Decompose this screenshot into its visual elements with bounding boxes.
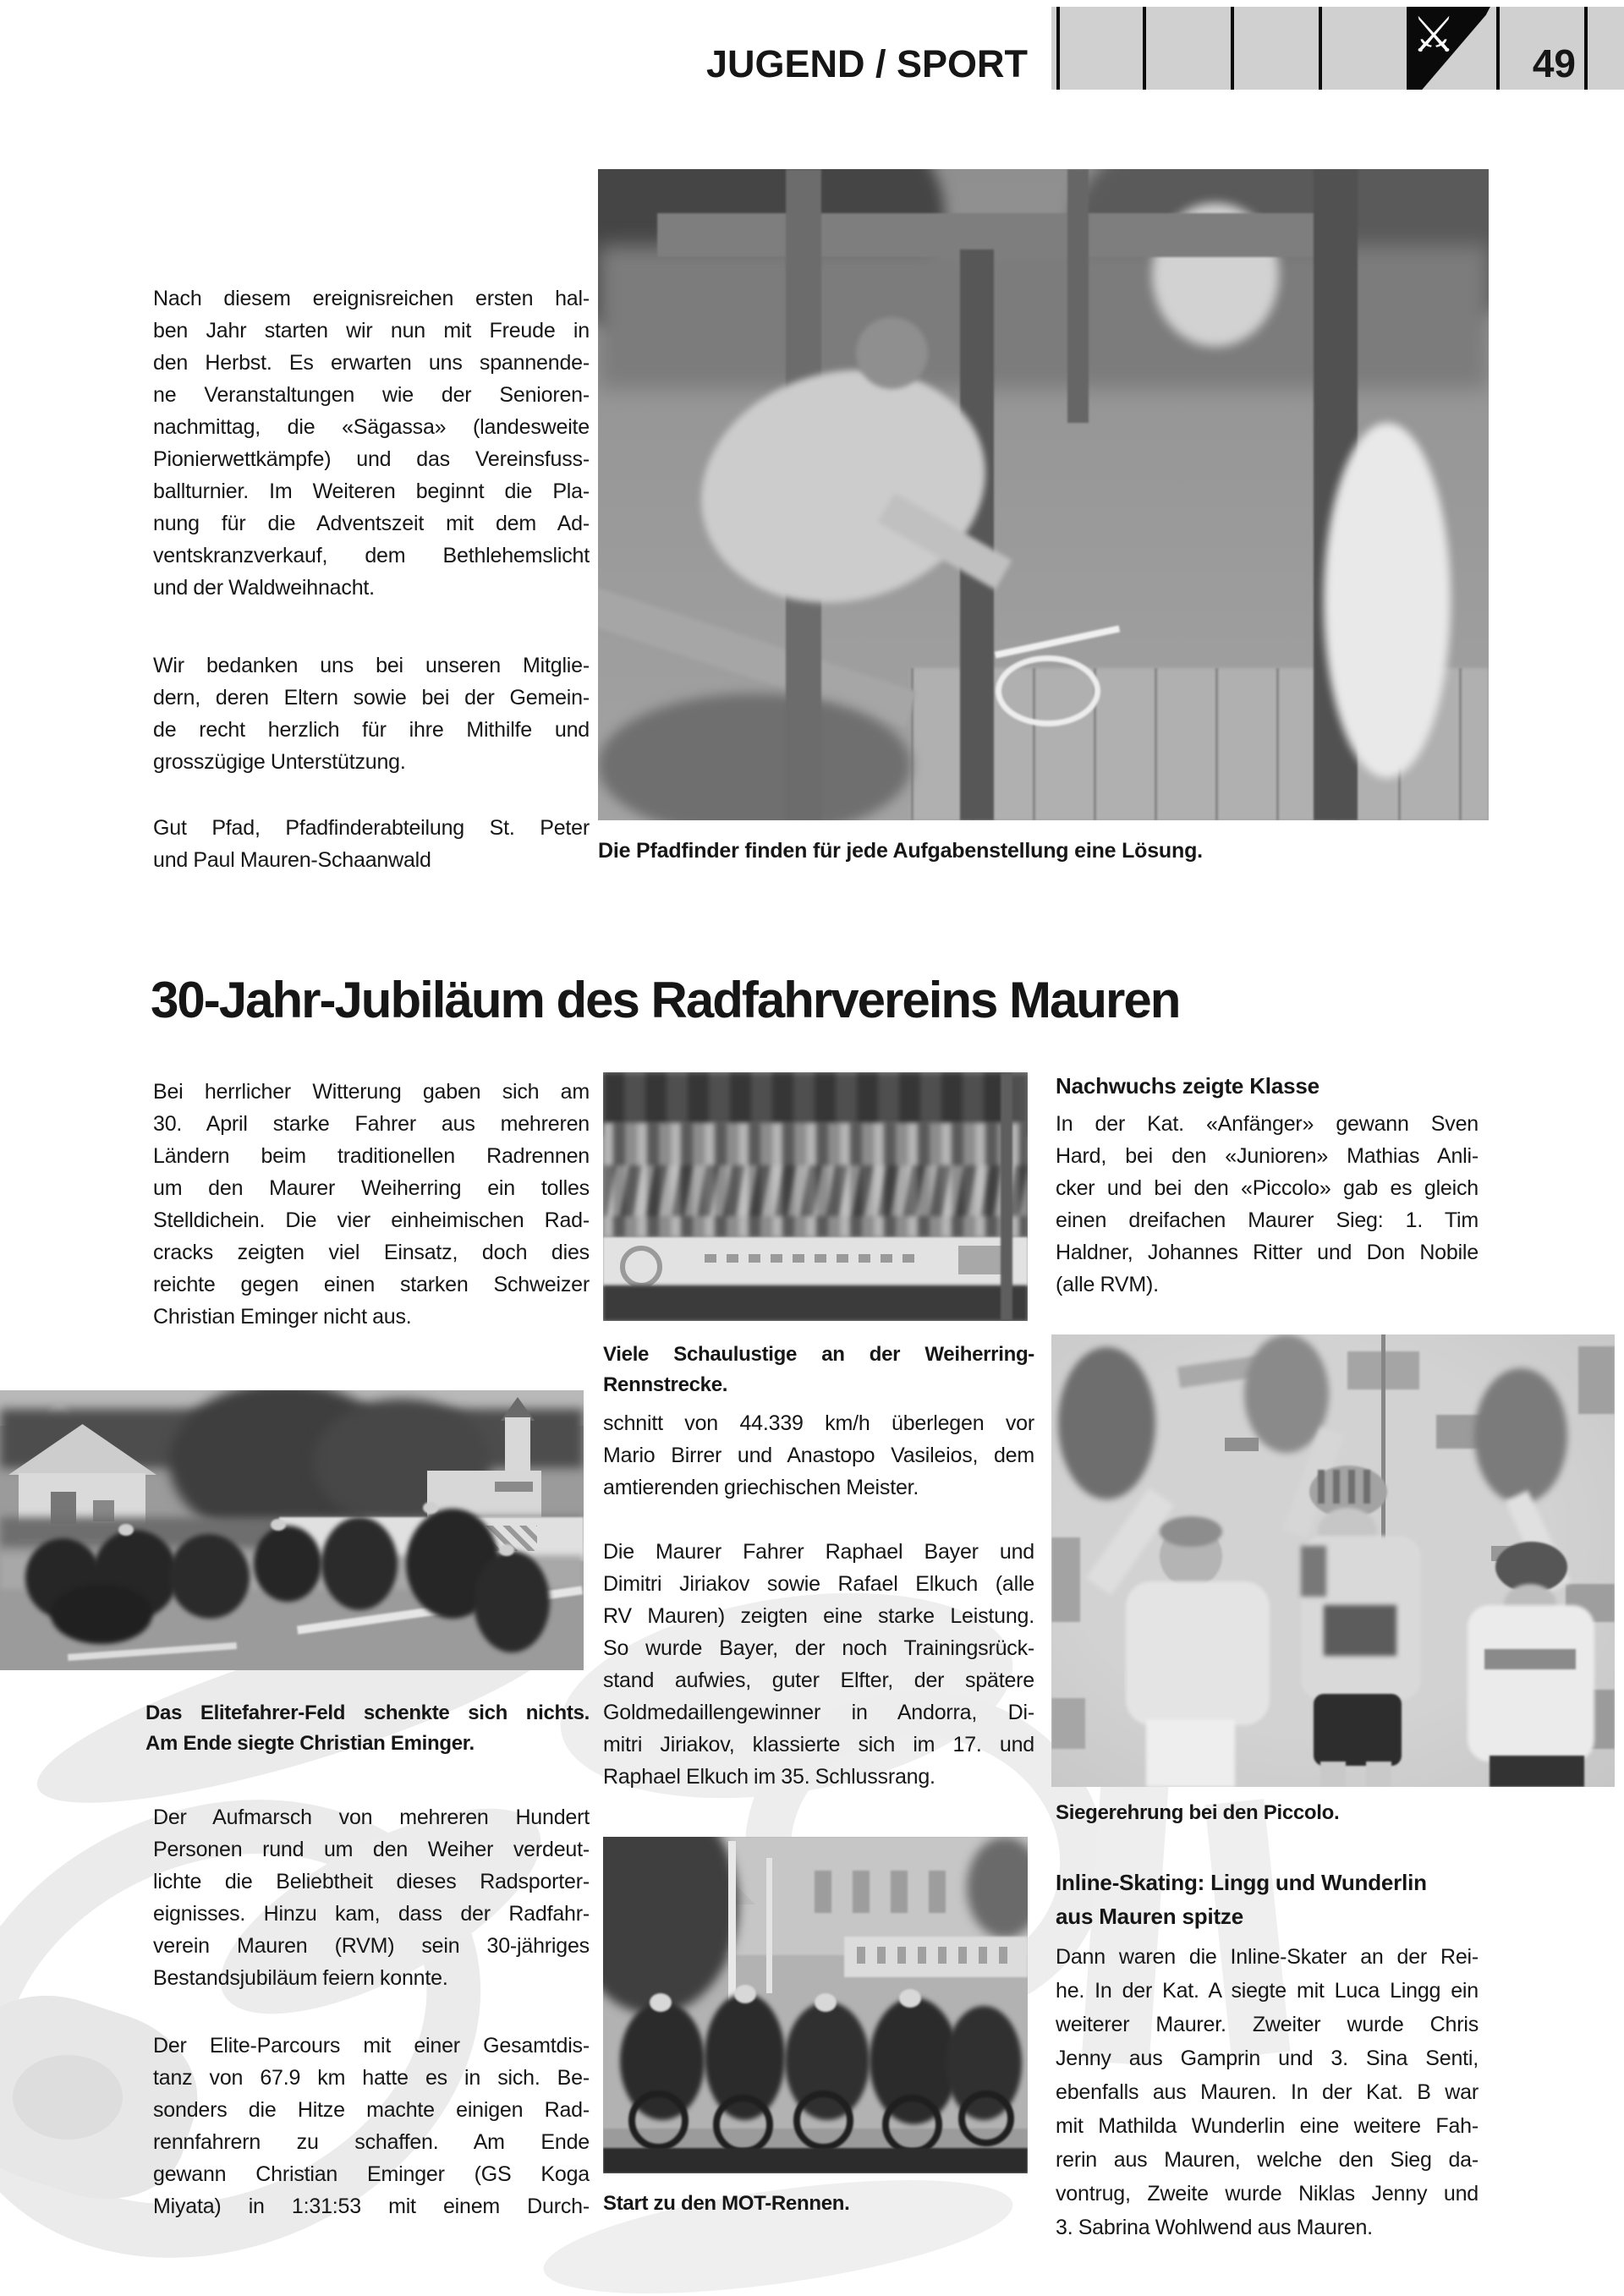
bar-divider — [1584, 7, 1588, 90]
art-shape — [1484, 1649, 1576, 1669]
art-shape — [603, 1165, 1028, 1216]
article-headline: 30-Jahr-Jubiläum des Radfahrvereins Mauren — [151, 972, 1180, 1028]
bar-divider — [1319, 7, 1322, 90]
art-shape — [995, 625, 1120, 658]
art-shape — [68, 1642, 237, 1661]
art-shape — [499, 1544, 514, 1556]
art-shape — [603, 2148, 1028, 2173]
page-number: 49 — [1532, 41, 1576, 85]
col2-paragraph-2: Die Maurer Fahrer Raphael Bayer und Dimitri Jiriakov sowie Rafael Elkuch (alle RV Mauren) zeigten eine starke Leistung. So wurde Bayer, der noch Trainingsrück- stand aufwies, guter Elfter, der spätere Goldmedaillengewinner in Andorra, Di- mitri Jiriakov, klassierte sich im 17. und Raphael Elkuch im 35. Schlussrang. — [603, 1540, 1034, 1789]
col1-paragraph-3: Der Elite-Parcours mit einer Gesamtdis- tanz von 67.9 km hatte es in sich. Be- sonders die Hitze machte einigen Rad- rennfahrern zu schaffen. Am Ende gewann Christian Eminger (GS Koga Miyata) in 1:31:53 mit einem Durch- — [153, 2034, 590, 2218]
col2-paragraph-1: schnitt von 44.339 km/h überlegen vor Mario Birrer und Anastopo Vasileios, dem amtierenden griechischen Meister. — [603, 1411, 1034, 1499]
art-shape — [793, 2091, 853, 2151]
art-shape — [1126, 1581, 1270, 1725]
art-shape — [1001, 1072, 1012, 1321]
art-shape — [51, 1585, 152, 1644]
art-shape — [650, 1993, 672, 2012]
intro-paragraph-2: Wir bedanken uns bei unseren Mitglie- dern, deren Eltern sowie bei der Gemein- de recht herzlich für ihre Mithilfe und grosszügige Unterstützung. — [153, 654, 590, 774]
art-shape — [657, 213, 1342, 257]
watermark-shape — [13, 2055, 123, 2140]
art-shape — [815, 1993, 837, 2012]
spectators-photo — [603, 1072, 1028, 1321]
art-shape — [628, 2091, 689, 2151]
art-shape — [1051, 1698, 1085, 1749]
intro-paragraph-3: Gut Pfad, Pfadfinderabteilung St. Peter und Paul Mauren-Schaanwald — [153, 816, 590, 872]
art-shape — [1301, 1546, 1326, 1597]
art-shape — [1160, 1516, 1222, 1547]
art-shape — [1225, 1438, 1259, 1451]
intro-paragraph-1: Nach diesem ereignisreichen ersten hal- ben Jahr starten wir nun mit Freude in den Herbst. Es erwarten uns spannende- ne Veranstaltungen wie der Senioren- nachmittag, die «Sägassa» (landesweite Pionierwettkämpfe) und das Vereinsfuss- ballturnier. Im Weiteren beginnt die Pla- nung für die Adventszeit mit dem Ad- ventskranzverkauf, dem Bethlehemslicht und der Waldweihnacht. — [153, 287, 590, 600]
art-shape — [766, 1858, 772, 1993]
art-shape — [1490, 1756, 1584, 1787]
col1-paragraph-2: Der Aufmarsch von mehreren Hundert Personen rund um den Weiher verdeut- lichte die Beliebtheit dieses Radsporter- eignisses. Hinzu kam, dass der Radfahr- verein Mauren (RVM) sein 30-jähriges Bestandsjubiläum feiern konnte. — [153, 1806, 590, 1990]
art-shape — [882, 2095, 942, 2155]
art-shape — [857, 1947, 1009, 1964]
bar-divider — [1056, 7, 1060, 90]
art-shape — [254, 1526, 321, 1602]
bar-divider — [1143, 7, 1146, 90]
art-shape — [899, 1989, 921, 2008]
municipality-emblem — [1410, 7, 1496, 90]
art-shape — [713, 2095, 773, 2155]
art-shape — [996, 655, 1100, 726]
mot-race-start-photo — [603, 1837, 1028, 2173]
art-shape — [1318, 1470, 1377, 1504]
col1-paragraph-1: Bei herrlicher Witterung gaben sich am 30. April starke Fahrer aus mehreren Ländern beim traditionellen Radrennen um den Maurer Weiherring ein tolles Stelldichein. Die vier einheimischen Rad- cracks zeigten viel Einsatz, doch dies reichte gegen einen starken Schweizer Christian Eminger nicht aus. — [153, 1080, 590, 1329]
watermark-shape — [537, 2158, 1019, 2296]
art-shape — [603, 1837, 738, 2014]
art-shape — [1578, 1346, 1615, 1414]
art-shape — [1314, 1694, 1402, 1766]
mot-photo-caption: Start zu den MOT-Rennen. — [603, 2192, 850, 2215]
crossed-scythes-icon: ⚔ — [1412, 7, 1456, 63]
art-shape — [705, 1254, 916, 1263]
col3-heading-nachwuchs: Nachwuchs zeigte Klasse — [1056, 1073, 1320, 1099]
art-shape — [1067, 169, 1089, 423]
art-shape — [1366, 1762, 1391, 1787]
art-shape — [1324, 1605, 1396, 1656]
spectators-photo-caption: Viele Schaulustige an der Weiherring- Rennstrecke. — [603, 1343, 1034, 1396]
art-shape — [1086, 1488, 1174, 1595]
art-shape — [1320, 1762, 1346, 1787]
art-shape — [1146, 1719, 1235, 1787]
art-shape — [321, 1517, 398, 1610]
art-shape — [958, 2091, 1014, 2146]
art-shape — [620, 1246, 662, 1288]
art-shape — [423, 1502, 438, 1514]
elite-field-photo — [0, 1390, 584, 1670]
art-shape — [856, 317, 928, 389]
art-shape — [1058, 1347, 1155, 1499]
bar-divider — [1231, 7, 1234, 90]
art-shape — [118, 1524, 134, 1536]
col3-heading-inline-skating: Inline-Skating: Lingg und Wunderlin aus Mauren spitze — [1056, 1870, 1427, 1929]
art-shape — [271, 1519, 286, 1531]
pfadfinder-photo-caption: Die Pfadfinder finden für jede Aufgabenstellung eine Lösung. — [598, 839, 1203, 863]
art-shape — [495, 1482, 533, 1492]
art-shape — [603, 1285, 1028, 1321]
podium-photo — [1051, 1334, 1615, 1787]
art-shape — [728, 1841, 736, 2002]
podium-photo-caption: Siegerehrung bei den Piccolo. — [1056, 1801, 1340, 1824]
col3-paragraph-2: Dann waren die Inline-Skater an der Rei- he. In der Kat. A siegte mit Luca Lingg ein weiterer Maurer. Zweiter wurde Chris Jenny aus Gamprin und 3. Sina Senti, ebenfalls aus Mauren. In der Kat. B war mit Mathilda Wunderlin eine weitere Fah- rerin aus Mauren, welche den Sieg da- vontrug, Zweite wurde Niklas Jenny und 3. Sabrina Wohlwend aus Mauren. — [1056, 1945, 1479, 2239]
art-shape — [1474, 1368, 1567, 1504]
art-shape — [815, 1871, 967, 1913]
art-shape — [1324, 423, 1451, 778]
art-shape — [1468, 1605, 1594, 1762]
header-bar — [1051, 7, 1624, 90]
page-section-title: JUGEND / SPORT — [705, 42, 1028, 85]
art-shape — [734, 1985, 756, 2003]
art-shape — [1244, 1334, 1329, 1453]
art-shape — [1051, 1537, 1080, 1622]
pfadfinder-photo — [598, 169, 1489, 820]
art-shape — [474, 1551, 550, 1652]
elite-field-photo-caption: Das Elitefahrer-Feld schenkte sich nichts. Am Ende siegte Christian Eminger. — [145, 1701, 590, 1755]
col3-paragraph-1: In der Kat. «Anfänger» gewann Sven Hard, bei den «Junioren» Mathias Anli- cker und bei den «Piccolo» gab es gleich einen dreifachen Maurer Sieg: 1. Tim Haldner, Johannes Ritter und Don Nobile (alle RVM). — [1056, 1112, 1479, 1296]
